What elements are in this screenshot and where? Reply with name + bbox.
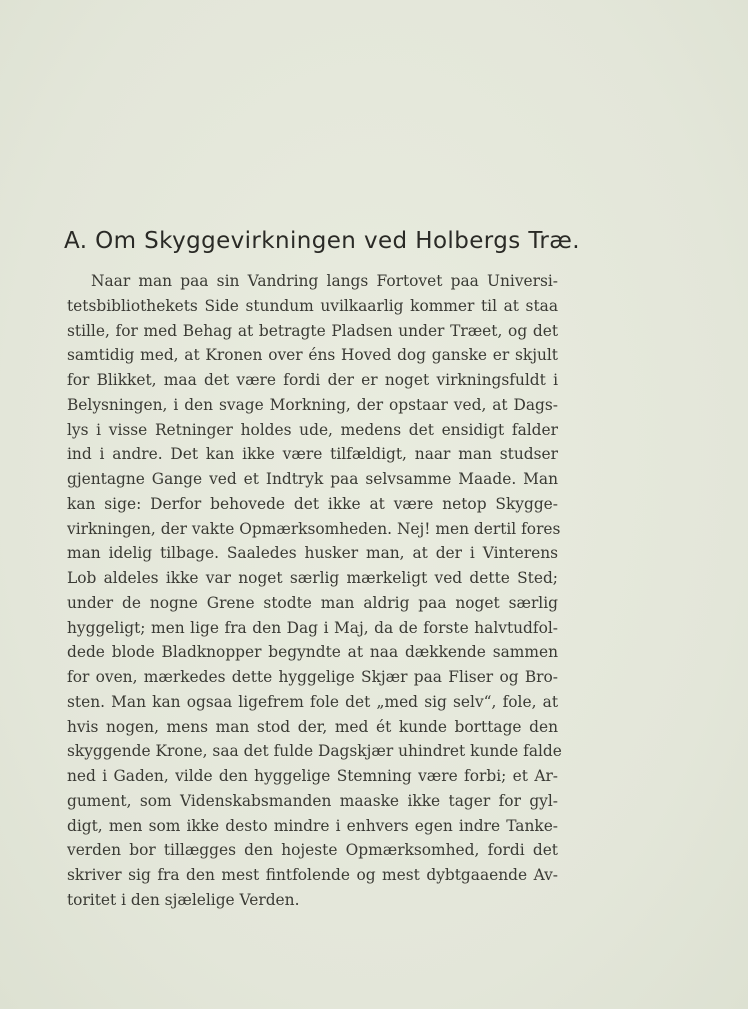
text-line: ned i Gaden, vilde den hyggelige Stemning være forbi; et Ar- [67, 767, 558, 785]
text-line: under de nogne Grene stodte man aldrig paa noget særlig [67, 593, 558, 612]
text-line: samtidig med, at Kronen over éns Hoved dog ganske er skjult [67, 346, 558, 365]
section-heading: A. Om Skyggevirkningen ved Holbergs Træ. [64, 228, 580, 254]
text-line: tetsbibliothekets Side stundum uvilkaarlig kommer til at staa [67, 296, 558, 315]
text-line: virkningen, der vakte Opmærksomheden. Nej! men dertil fores [67, 519, 561, 538]
text-line: verden bor tillægges den hojeste Opmærksomhed, fordi det [67, 841, 558, 860]
text-line: hyggeligt; men lige fra den Dag i Maj, da de forste halvtudfol- [67, 618, 558, 637]
text-line: sten. Man kan ogsaa ligefrem fole det „med sig selv“, fole, at [67, 692, 558, 711]
text-line: dede blode Bladknopper begyndte at naa dækkende sammen [67, 643, 558, 662]
text-line: man idelig tilbage. Saaledes husker man, at der i Vinterens [67, 544, 558, 563]
text-line: kan sige: Derfor behovede det ikke at være netop Skygge- [67, 494, 558, 513]
text-line: lys i visse Retninger holdes ude, medens det ensidigt falder [67, 420, 558, 439]
text-line: ind i andre. Det kan ikke være tilfældigt, naar man studser [67, 445, 558, 464]
text-line: for Blikket, maa det være fordi der er noget virkningsfuldt i [67, 371, 558, 389]
text-line: gjentagne Gange ved et Indtryk paa selvsamme Maade. Man [67, 470, 558, 488]
text-line: toritet i den sjælelige Verden. [67, 890, 300, 909]
text-line: Belysningen, i den svage Morkning, der opstaar ved, at Dags- [67, 395, 558, 414]
text-line: gument, som Videnskabsmanden maaske ikke tager for gyl- [67, 791, 558, 810]
text-line: stille, for med Behag at betragte Pladsen under Træet, og det [67, 321, 558, 340]
body-paragraph [67, 269, 562, 913]
text-line: hvis nogen, mens man stod der, med ét kunde borttage den [67, 717, 558, 736]
text-line: skriver sig fra den mest fintfolende og mest dybtgaaende Av- [67, 866, 558, 884]
text-line: digt, men som ikke desto mindre i enhvers egen indre Tanke- [67, 816, 558, 835]
text-line: Naar man paa sin Vandring langs Fortovet paa Universi- [91, 272, 558, 290]
text-line: for oven, mærkedes dette hyggelige Skjær paa Fliser og Bro- [67, 668, 558, 686]
text-line: Lob aldeles ikke var noget særlig mærkeligt ved dette Sted; [67, 569, 558, 587]
text-line: skyggende Krone, saa det fulde Dagskjær uhindret kunde falde [67, 742, 562, 761]
